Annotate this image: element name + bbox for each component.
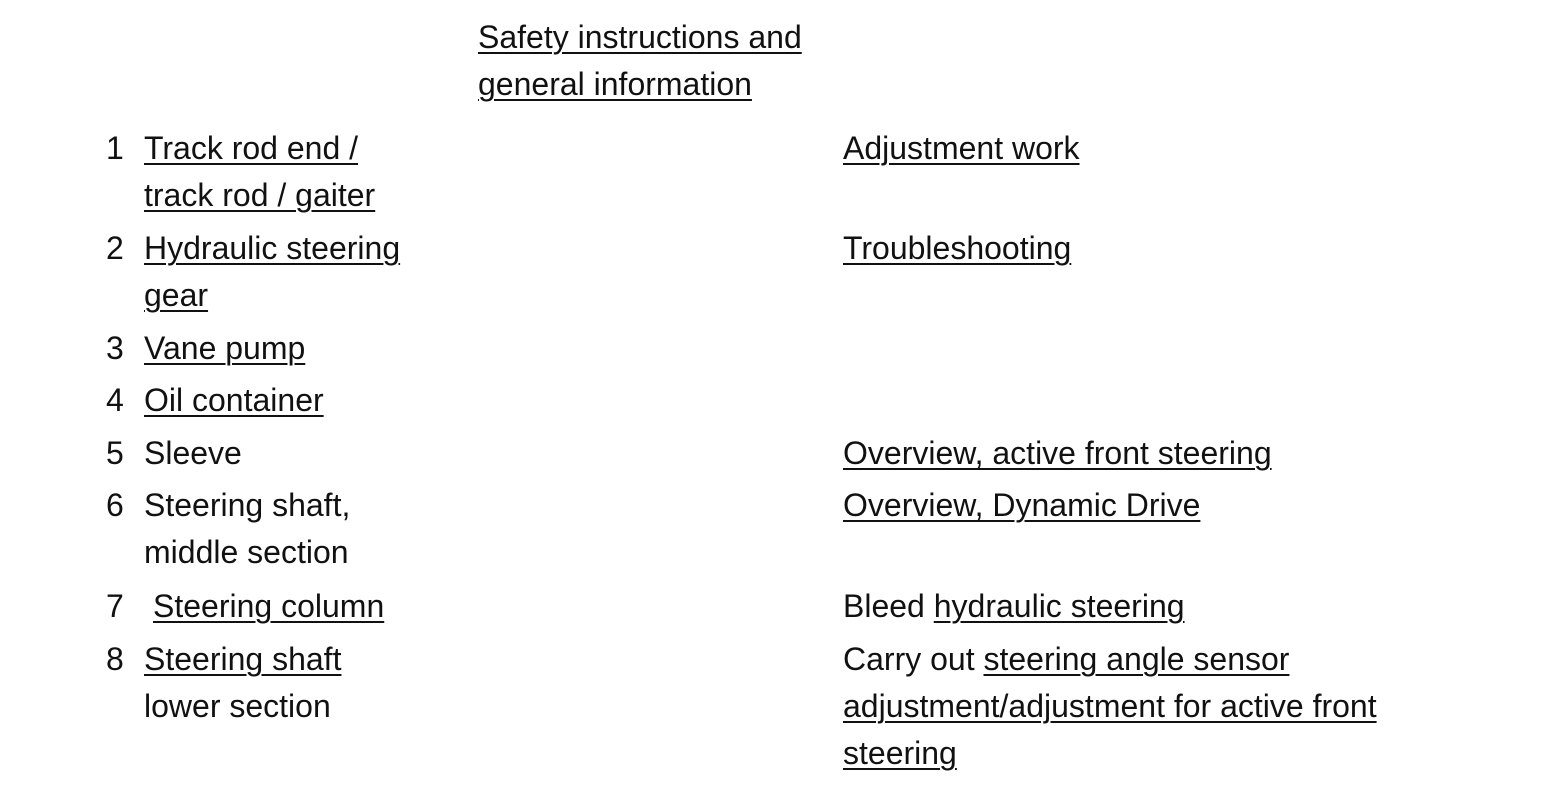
right-item-overview-dd (843, 485, 1200, 525)
oil-container-link[interactable]: Oil container (144, 382, 324, 418)
list-item-3-line1 (144, 328, 305, 368)
steering-angle-steering-link[interactable]: steering (843, 735, 957, 771)
list-number-4: 4 (106, 382, 124, 418)
vane-pump-link[interactable]: Vane pump (144, 330, 306, 366)
list-number-6: 6 (106, 487, 124, 523)
right-item-carry-line2 (843, 686, 1377, 726)
right-item-carry-line1 (843, 639, 1289, 679)
steering-angle-adjustment-link[interactable]: adjustment/adjustment for active front (843, 688, 1377, 724)
hydraulic-steering-gear-link[interactable]: gear (144, 277, 209, 313)
track-rod-gaiter-link[interactable]: track rod / gaiter (144, 177, 376, 213)
right-item-troubleshooting (843, 228, 1071, 268)
general-information-link[interactable]: general information (478, 66, 752, 102)
list-item-6-text-line2: middle section (144, 534, 349, 570)
list-number-3: 3 (106, 330, 124, 366)
list-item-2-line2 (144, 275, 208, 315)
list-item-1-line1 (144, 128, 358, 168)
list-item-2-line1 (144, 228, 400, 268)
hydraulic-steering-link[interactable]: Hydraulic steering (144, 230, 401, 266)
list-item-8-text-line2: lower section (144, 688, 331, 724)
carry-prefix-text: Carry out (843, 641, 984, 677)
list-item-4-line1 (144, 380, 324, 420)
safety-instructions-link[interactable]: Safety instructions and (478, 19, 802, 55)
bleed-prefix-text: Bleed (843, 588, 934, 624)
right-item-carry-line3 (843, 733, 957, 773)
overview-dynamic-drive-link[interactable]: Overview, Dynamic Drive (843, 487, 1201, 523)
list-item-5-text: Sleeve (144, 435, 242, 471)
steering-column-link[interactable]: Steering column (153, 588, 385, 624)
list-number-2: 2 (106, 230, 124, 266)
list-item-6-text-line1: Steering shaft, (144, 487, 351, 523)
header-link-line1 (478, 17, 802, 57)
track-rod-end-link[interactable]: Track rod end / (144, 130, 359, 166)
header-link-line2 (478, 64, 752, 104)
bleed-hydraulic-steering-link[interactable]: hydraulic steering (933, 588, 1185, 624)
right-item-bleed (843, 586, 1185, 626)
list-number-1: 1 (106, 130, 124, 166)
steering-angle-sensor-link[interactable]: steering angle sensor (983, 641, 1290, 677)
troubleshooting-link[interactable]: Troubleshooting (843, 230, 1072, 266)
list-number-8: 8 (106, 641, 124, 677)
list-number-5: 5 (106, 435, 124, 471)
right-item-adjustment (843, 128, 1080, 168)
list-item-7-line1 (153, 586, 384, 626)
list-number-7: 7 (106, 588, 124, 624)
steering-shaft-link[interactable]: Steering shaft (144, 641, 342, 677)
adjustment-work-link[interactable]: Adjustment work (843, 130, 1080, 166)
right-item-overview-afs (843, 433, 1272, 473)
list-item-8-line1 (144, 639, 341, 679)
list-item-1-line2 (144, 175, 375, 215)
overview-active-front-steering-link[interactable]: Overview, active front steering (843, 435, 1272, 471)
